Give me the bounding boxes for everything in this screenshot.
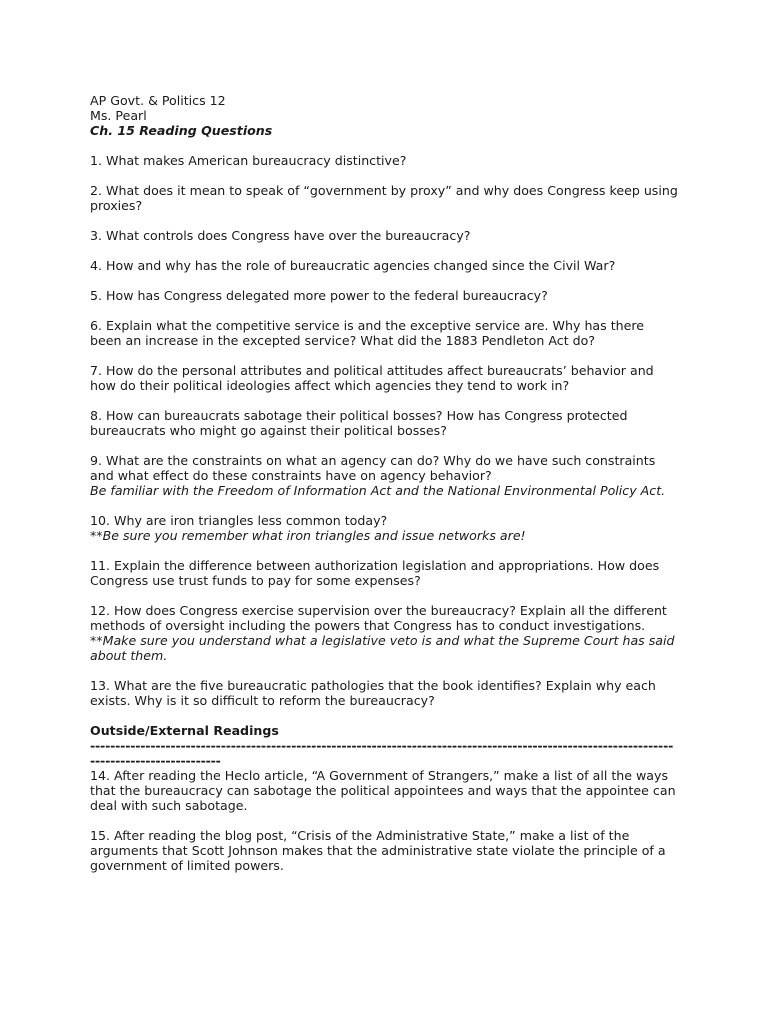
question-text: 3. What controls does Congress have over the bureaucracy? bbox=[90, 228, 471, 243]
question-text: 11. Explain the difference between authorization legislation and appropriations. How does bbox=[90, 558, 660, 573]
questions-list bbox=[90, 153, 708, 708]
question-note: **Be sure you remember what iron triangles and issue networks are! bbox=[90, 528, 526, 543]
question-text: Congress use trust funds to pay for some expenses? bbox=[90, 573, 421, 588]
external-item-14 bbox=[90, 768, 708, 813]
question-note: about them. bbox=[90, 648, 168, 663]
question-text: been an increase in the excepted service? What did the 1883 Pendleton Act do? bbox=[90, 333, 596, 348]
question-10 bbox=[90, 513, 708, 543]
question-text: 9. What are the constraints on what an agency can do? Why do we have such constraints bbox=[90, 453, 656, 468]
item-text: government of limited powers. bbox=[90, 858, 284, 873]
question-text: 12. How does Congress exercise supervision over the bureaucracy? Explain all the different bbox=[90, 603, 667, 618]
question-text: 6. Explain what the competitive service is and the exceptive service are. Why has there bbox=[90, 318, 645, 333]
item-text: 15. After reading the blog post, “Crisis of the Administrative State,” make a list of the bbox=[90, 828, 630, 843]
page-title: Ch. 15 Reading Questions bbox=[90, 123, 273, 138]
question-7 bbox=[90, 363, 708, 393]
question-text: proxies? bbox=[90, 198, 143, 213]
external-item-15 bbox=[90, 828, 708, 873]
question-note: Be familiar with the Freedom of Information Act and the National Environmental Policy Act. bbox=[90, 483, 666, 498]
question-9 bbox=[90, 453, 708, 498]
question-5 bbox=[90, 288, 708, 303]
question-text: and what effect do these constraints have on agency behavior? bbox=[90, 468, 492, 483]
item-text: deal with such sabotage. bbox=[90, 798, 248, 813]
question-6 bbox=[90, 318, 708, 348]
question-text: 10. Why are iron triangles less common today? bbox=[90, 513, 388, 528]
question-text: bureaucrats who might go against their political bosses? bbox=[90, 423, 447, 438]
question-text: 13. What are the five bureaucratic pathologies that the book identifies? Explain why each bbox=[90, 678, 656, 693]
question-text: 8. How can bureaucrats sabotage their political bosses? How has Congress protected bbox=[90, 408, 628, 423]
external-readings-section bbox=[90, 723, 708, 873]
item-text: 14. After reading the Heclo article, “A Government of Strangers,” make a list of all the ways bbox=[90, 768, 669, 783]
teacher-name: Ms. Pearl bbox=[90, 108, 147, 123]
dashed-divider: -------------------------------------------------------------------------------------------------------------------- bbox=[90, 738, 674, 753]
question-13 bbox=[90, 678, 708, 708]
question-8 bbox=[90, 408, 708, 438]
course-name: AP Govt. & Politics 12 bbox=[90, 93, 226, 108]
question-text: exists. Why is it so difficult to reform the bureaucracy? bbox=[90, 693, 435, 708]
question-text: how do their political ideologies affect which agencies they tend to work in? bbox=[90, 378, 570, 393]
question-2 bbox=[90, 183, 708, 213]
question-text: methods of oversight including the powers that Congress has to conduct investigations. bbox=[90, 618, 646, 633]
question-text: 5. How has Congress delegated more power to the federal bureaucracy? bbox=[90, 288, 548, 303]
question-11 bbox=[90, 558, 708, 588]
question-text: 4. How and why has the role of bureaucratic agencies changed since the Civil War? bbox=[90, 258, 616, 273]
question-4 bbox=[90, 258, 708, 273]
question-text: 2. What does it mean to speak of “government by proxy” and why does Congress keep using bbox=[90, 183, 678, 198]
item-text: that the bureaucracy can sabotage the political appointees and ways that the appointee can bbox=[90, 783, 676, 798]
question-12 bbox=[90, 603, 708, 663]
dashed-divider-continued: -------------------------- bbox=[90, 753, 221, 768]
question-text: 7. How do the personal attributes and political attitudes affect bureaucrats’ behavior and bbox=[90, 363, 654, 378]
question-text: 1. What makes American bureaucracy distinctive? bbox=[90, 153, 407, 168]
question-1 bbox=[90, 153, 708, 168]
item-text: arguments that Scott Johnson makes that the administrative state violate the principle of a bbox=[90, 843, 666, 858]
question-3 bbox=[90, 228, 708, 243]
question-note: **Make sure you understand what a legislative veto is and what the Supreme Court has said bbox=[90, 633, 675, 648]
section-heading: Outside/External Readings bbox=[90, 723, 279, 738]
